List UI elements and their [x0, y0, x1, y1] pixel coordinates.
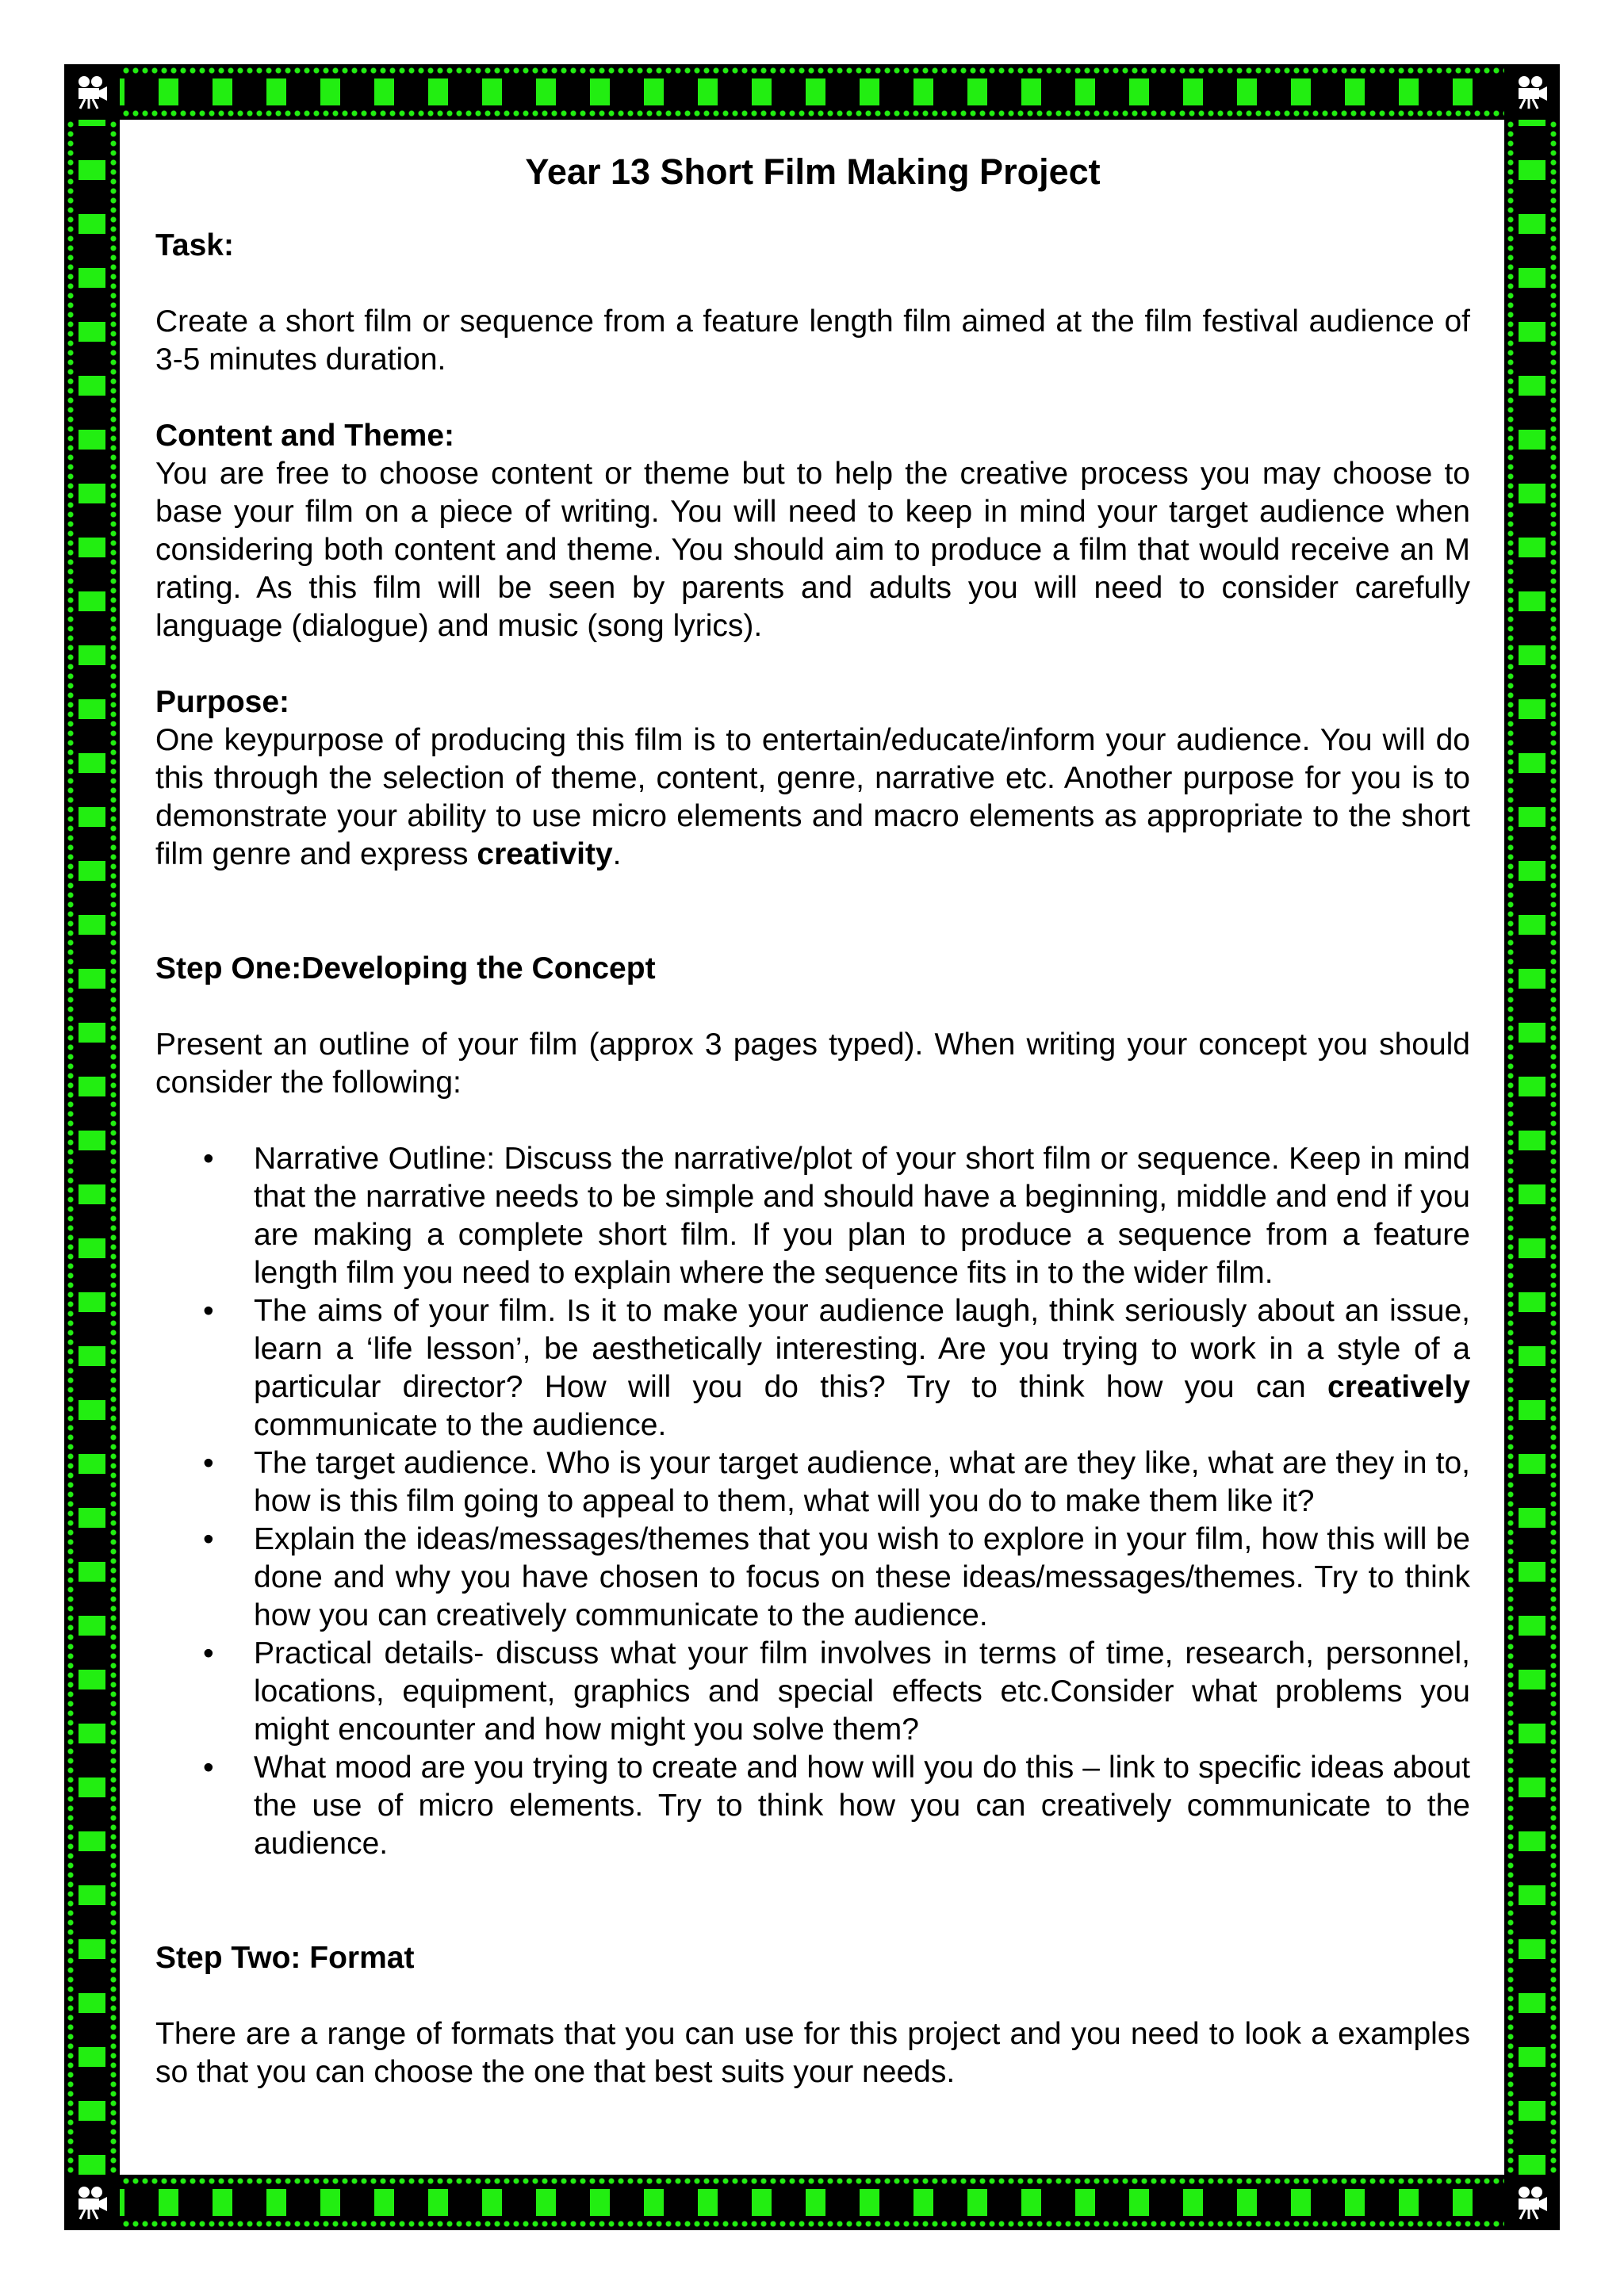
list-item: • Practical details- discuss what your film involves in terms of time, research, personnel, locations, equipment, graphics and special effects etc.Consider what problems you might encounter and how might you solve them? — [203, 1636, 1470, 1747]
film-strip-border-bottom — [64, 2175, 1560, 2230]
purpose-emphasis: creativity — [477, 837, 613, 871]
purpose-heading: Purpose: — [155, 685, 290, 719]
step-one-bullet-list — [155, 1140, 1470, 1863]
content-theme-text: You are free to choose content or theme but to help the creative process you may choose to base your film on a piece of writing. You will need to keep in mind your target audience when considering both content and theme. You should aim to produce a film that would receive an M rating. As this film will be seen by parents and adults you will need to consider carefully language (dialogue) and music (song lyrics). — [155, 457, 1470, 643]
document-body — [155, 151, 1470, 2091]
film-camera-icon — [64, 64, 120, 120]
film-camera-icon — [1504, 64, 1560, 120]
list-item: • The aims of your film. Is it to make your audience laugh, think seriously about an issue, learn a ‘life lesson’, be aesthetically interesting. Are you trying to work in a style of a particular director? How will you do this? Try to think how you can creatively communicate to the audience. — [203, 1294, 1470, 1442]
task-text: Create a short film or sequence from a feature length film aimed at the film festival audience of 3-5 minutes duration. — [155, 304, 1470, 377]
step-one-intro: Present an outline of your film (approx 3 pages typed). When writing your concept you should consider the following: — [155, 1027, 1470, 1100]
list-item: • What mood are you trying to create and how will you do this – link to specific ideas about the use of micro elements. Try to think how you can creatively communicate to the audience. — [203, 1751, 1470, 1861]
list-item: • Narrative Outline: Discuss the narrative/plot of your short film or sequence. Keep in mind that the narrative needs to be simple and should have a beginning, middle and end if you are making a complete short film. If you plan to produce a sequence from a feature length film you need to explain where the sequence fits in to the wider film. — [203, 1142, 1470, 1290]
film-camera-icon — [1504, 2175, 1560, 2230]
film-strip-border-top — [64, 64, 1560, 120]
task-heading: Task: — [155, 228, 234, 262]
page-title: Year 13 Short Film Making Project — [525, 151, 1101, 192]
purpose-text: One keypurpose of producing this film is to entertain/educate/inform your audience. You will do this through the selection of theme, content, genre, narrative etc. Another purpose for you is to demonstrate your ability to use micro elements and macro elements as appropriate to the short film genre and express creativity. — [155, 723, 1470, 871]
film-strip-border-right — [1504, 120, 1560, 2175]
content-theme-heading: Content and Theme: — [155, 419, 454, 453]
step-two-heading: Step Two: Format — [155, 1941, 415, 1975]
step-two-text: There are a range of formats that you can use for this project and you need to look a examples so that you can choose the one that best suits your needs. — [155, 2017, 1470, 2089]
step-one-heading: Step One:Developing the Concept — [155, 951, 656, 985]
film-strip-border-left — [64, 120, 120, 2175]
list-item: • Explain the ideas/messages/themes that you wish to explore in your film, how this will be done and why you have chosen to focus on these ideas/messages/themes. Try to think how you can creatively communicate to the audience. — [203, 1522, 1470, 1632]
list-item: • The target audience. Who is your target audience, what are they like, what are they in to, how is this film going to appeal to them, what will you do to make them like it? — [203, 1446, 1470, 1518]
film-camera-icon — [64, 2175, 120, 2230]
